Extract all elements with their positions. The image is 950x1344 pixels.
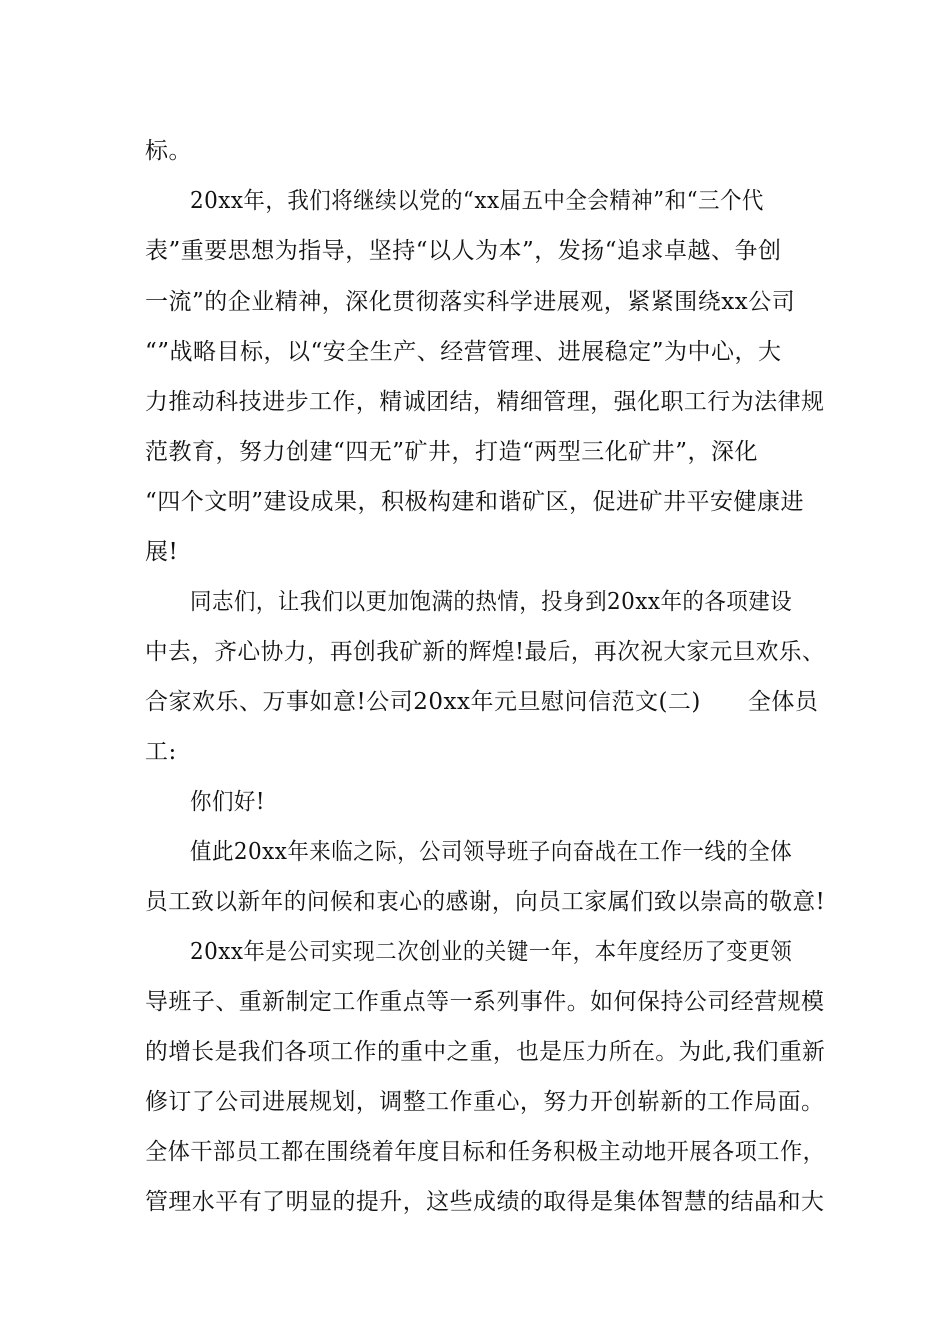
greeting-line: 你们好!	[190, 789, 265, 815]
text-line: 标。	[145, 138, 192, 164]
text-line: “四个文明”建设成果，积极构建和谐矿区，促进矿井平安健康进	[145, 489, 805, 515]
text-line: “”战略目标，以“安全生产、经营管理、进展稳定”为中心，大	[145, 339, 782, 365]
text-line: 力推动科技进步工作，精诚团结，精细管理，强化职工行为法律规	[145, 389, 825, 415]
text-line: 员工致以新年的问候和衷心的感谢，向员工家属们致以崇高的敬意!	[145, 889, 826, 915]
text-line: 中去，齐心协力，再创我矿新的辉煌!最后，再次祝大家元旦欢乐、	[145, 639, 826, 665]
text-line: 工:	[145, 739, 177, 765]
paragraph-first-line: 同志们，让我们以更加饱满的热情，投身到20xx年的各项建设	[190, 589, 793, 615]
text-line: 展!	[145, 539, 179, 565]
text-line: 全体干部员工都在围绕着年度目标和任务积极主动地开展各项工作，	[145, 1139, 826, 1165]
paragraph-first-line: 20xx年，我们将继续以党的“xx届五中全会精神”和“三个代	[190, 188, 764, 214]
text-line: 的增长是我们各项工作的重中之重，也是压力所在。为此,我们重新	[145, 1039, 826, 1065]
text-line: 修订了公司进展规划，调整工作重心，努力开创崭新的工作局面。	[145, 1089, 825, 1115]
text-line: 表”重要思想为指导，坚持“以人为本”，发扬“追求卓越、争创	[145, 238, 782, 264]
paragraph-first-line: 20xx年是公司实现二次创业的关键一年，本年度经历了变更领	[190, 939, 793, 965]
text-line: 一流”的企业精神，深化贯彻落实科学进展观，紧紧围绕xx公司	[145, 289, 796, 315]
text-line: 范教育，努力创建“四无”矿井，打造“两型三化矿井”，深化	[145, 439, 759, 465]
paragraph-first-line: 值此20xx年来临之际，公司领导班子向奋战在工作一线的全体	[190, 839, 793, 865]
text-line: 合家欢乐、万事如意!公司20xx年元旦慰问信范文(二) 全体员	[145, 689, 819, 715]
text-line: 导班子、重新制定工作重点等一系列事件。如何保持公司经营规模	[145, 989, 825, 1015]
text-line: 管理水平有了明显的提升，这些成绩的取得是集体智慧的结晶和大	[145, 1189, 825, 1215]
